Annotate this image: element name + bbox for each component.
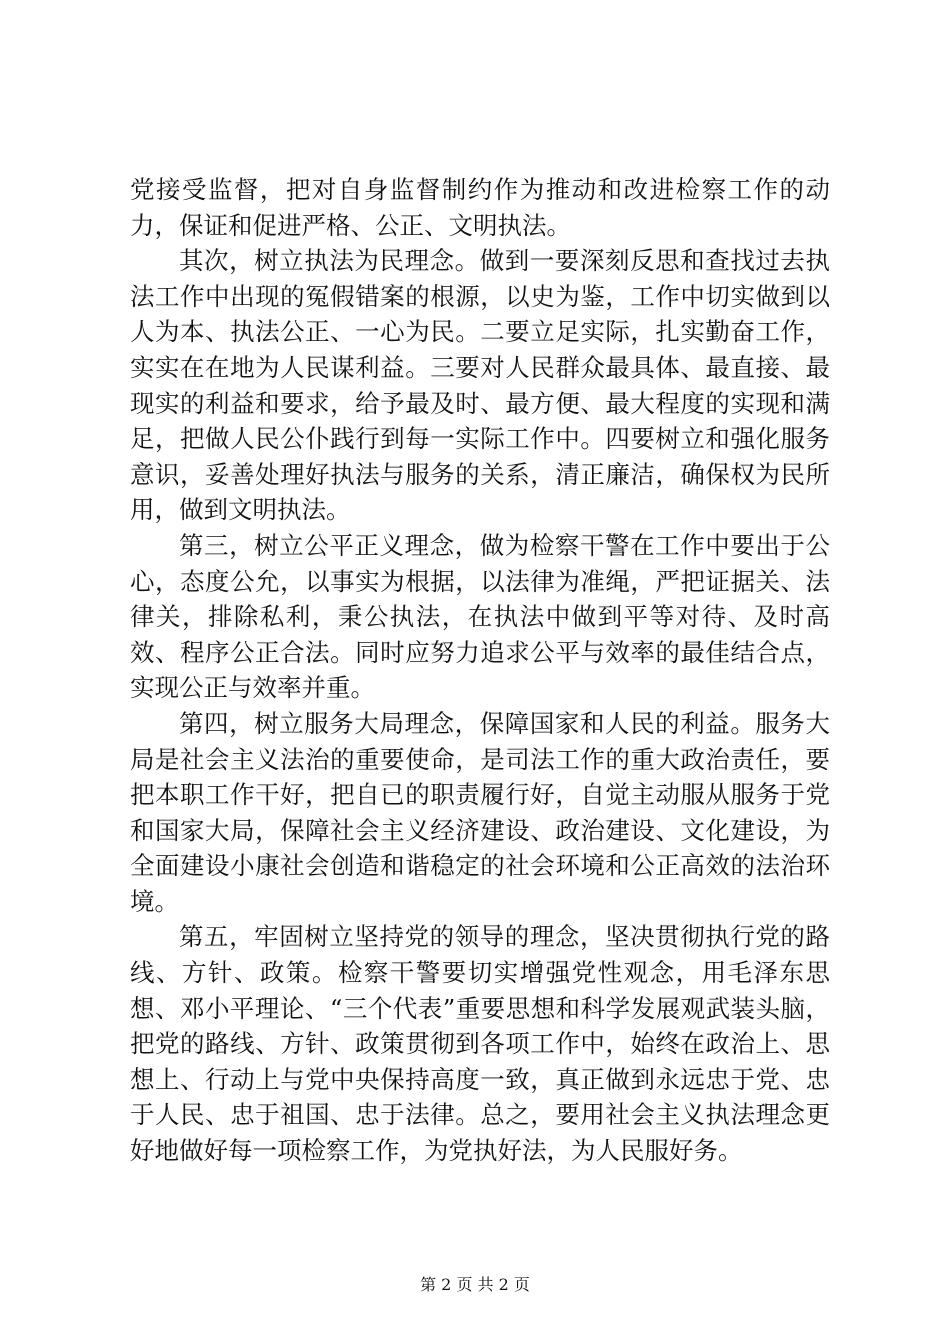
paragraph-fifth-point: 第五，牢固树立坚持党的领导的理念，坚决贯彻执行党的路线、方针、政策。检察干警要切实增强党性观念，用毛泽东思想、邓小平理论、“三个代表”重要思想和科学发展观武装头脑，把党的路线、方针、政策贯彻到各项工作中，始终在政治上、思想上、行动上与党中央保持高度一致，真正做到永远忠于党、忠于人民、忠于祖国、忠于法律。总之，要用社会主义执法理念更好地做好每一项检察工作，为党执好法，为人民服好务。: [130, 922, 830, 1166]
body-text: [130, 172, 830, 1169]
paragraph-third-point: 第三，树立公平正义理念，做为检察干警在工作中要出于公心，态度公允，以事实为根据，以法律为准绳，严把证据关、法律关，排除私利，秉公执法，在执法中做到平等对待、及时高效、程序公正合法。同时应努力追求公平与效率的最佳结合点，实现公正与效率并重。: [130, 530, 830, 703]
paragraph-continuation: 党接受监督，把对自身监督制约作为推动和改进检察工作的动力，保证和促进严格、公正、文明执法。: [130, 175, 830, 240]
page-number-footer: 第 2 页 共 2 页: [420, 1275, 530, 1294]
paragraph-second-point: 其次，树立执法为民理念。做到一要深刻反思和查找过去执法工作中出现的冤假错案的根源，以史为鉴，工作中切实做到以人为本、执法公正、一心为民。二要立足实际，扎实勤奋工作，实实在在地为人民谋利益。三要对人民群众最具体、最直接、最现实的利益和要求，给予最及时、最方便、最大程度的实现和满足，把做人民公仆践行到每一实际工作中。四要树立和强化服务意识，妥善处理好执法与服务的关系，清正廉洁，确保权为民所用，做到文明执法。: [130, 246, 830, 525]
paragraph-fourth-point: 第四，树立服务大局理念，保障国家和人民的利益。服务大局是社会主义法治的重要使命，是司法工作的重大政治责任，要把本职工作干好，把自已的职责履行好，自觉主动服从服务于党和国家大局，保障社会主义经济建设、政治建设、文化建设，为全面建设小康社会创造和谐稳定的社会环境和公正高效的法治环境。: [130, 708, 830, 916]
